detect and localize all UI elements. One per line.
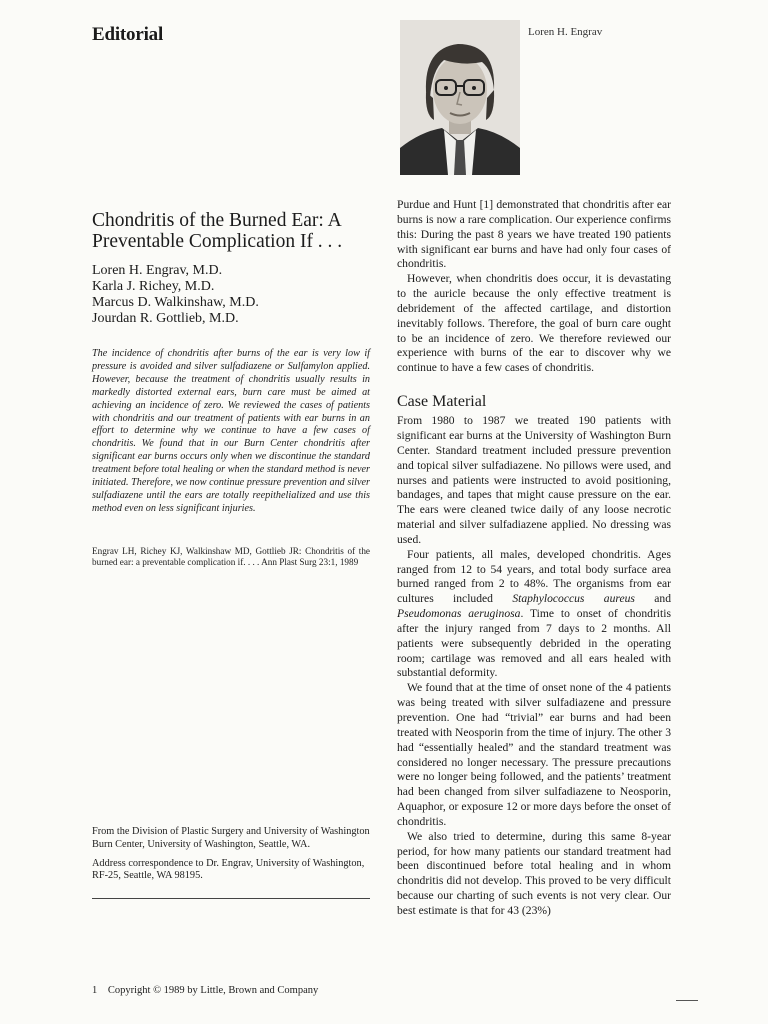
portrait-image: [400, 20, 520, 175]
body-paragraph: We found that at the time of onset none of the 4 patients was being treated with silver sulfadiazene and pressure prevention. One had “trivial” ear burns and had been treated with Neosporin from the time of injury. The other 3 had “essentially healed” and the standard treatment was considered no longer necessary. The pressure precautions were no longer being followed, and the patients’ treatment had been changed from silver sulfadiazene to Neosporin, Aquaphor, or exposure 12 or more days before the onset of chondritis.: [397, 681, 671, 828]
page-footer: [92, 985, 318, 996]
page-number: 1: [92, 985, 98, 996]
citation: Engrav LH, Richey KJ, Walkinshaw MD, Gottlieb JR: Chondritis of the burned ear: a preventable complication if. . . . Ann Plast Surg 23:1, 1989: [92, 546, 370, 567]
text-run: Four patients, all males, developed chondritis. Ages ranged from 12 to 54 years, and total body surface area burned ranged from 2 to 48%. The organisms from ear cultures included: [397, 547, 671, 606]
body-column: [397, 198, 671, 919]
author-name: Jourdan R. Gottlieb, M.D.: [92, 311, 239, 326]
body-paragraph: We also tried to determine, during this same 8-year period, for how many patients our standard treatment had been discontinued before total healing and in whom chondritis did not develop. This proved to be very difficult because our charting of such events is not very clear. Our best estimate is that for 43 (23%): [397, 829, 671, 917]
organism-name: Staphylococcus aureus: [512, 592, 635, 606]
author-name: Karla J. Richey, M.D.: [92, 279, 215, 294]
footnote-rule: [92, 898, 370, 899]
intro-paragraph: Purdue and Hunt [1] demonstrated that chondritis after ear burns is now a rare complication. Our experience confirms this: During the past 8 years we have treated 190 patients with significant ear burns and have had only four cases of chondritis.: [397, 198, 671, 271]
author-portrait-photo: [400, 20, 520, 175]
author-name: Loren H. Engrav, M.D.: [92, 263, 223, 278]
correspondence-address: Address correspondence to Dr. Engrav, University of Washington, RF-25, Seattle, WA 98195.: [92, 857, 365, 882]
abstract: The incidence of chondritis after burns of the ear is very low if pressure is avoided and silver sulfadiazene or Sulfamylon applied. However, because the treatment of chondritis usually results in markedly distorted external ears, burn care must be aimed at achieving an incidence of zero. We reviewed the cases of patients with chondritis and our treatment of patients with ear burns in an effort to determine why we continue to have a few cases of chondritis. We found that in our Burn Center chondritis after significant ear burns occurs only when we discontinue the standard treatment before total healing or when the standard method is never initiated. Therefore, we now continue pressure prevention and silver sulfadiazene until the ears are totally reepithelialized and use this method even on less significant injuries.: [92, 348, 370, 514]
text-run: and: [634, 592, 671, 606]
section-label: Editorial: [92, 24, 164, 45]
body-paragraph: [397, 548, 671, 682]
article-title: Chondritis of the Burned Ear: A Preventable Complication If . . .: [92, 210, 343, 252]
text-run: . Time to onset of chondritis after the injury ranged from 7 days to 2 months. All patients were subsequently debrided in the operating room; cartilage was removed and all ears healed with substantial deformity.: [397, 607, 671, 680]
organism-name: Pseudomonas aeruginosa: [397, 607, 521, 621]
photo-caption: Loren H. Engrav: [528, 26, 603, 38]
body-paragraph: From 1980 to 1987 we treated 190 patients with significant ear burns at the University of Washington Burn Center. Standard treatment included pressure prevention and topical silver sulfadiazene. No pillows were used, and nurses and patients were instructed to avoid positioning, bandages, and tapes that might cause pressure on the ear. The ears were cleaned twice daily of any loose necrotic material and silver sulfadiazene applied. No dressing was used.: [397, 414, 671, 546]
margin-mark: [676, 1000, 698, 1001]
affiliation: From the Division of Plastic Surgery and University of Washington Burn Center, University of Washington, Seattle, WA.: [92, 826, 370, 850]
copyright-notice: Copyright © 1989 by Little, Brown and Company: [107, 985, 319, 996]
affiliation-notes: [92, 826, 370, 889]
section-heading: Case Material: [397, 393, 487, 411]
author-name: Marcus D. Walkinshaw, M.D.: [92, 295, 259, 310]
intro-paragraph: However, when chondritis does occur, it is devastating to the auricle because the only effective treatment is debridement of the affected cartilage, and distortion inevitably follows. Therefore, the goal of burn care ought to be an incidence of zero. We therefore reviewed our experience with burns of the ear to discover why we continue to have a few cases of chondritis.: [397, 272, 671, 375]
author-list: [92, 263, 259, 327]
